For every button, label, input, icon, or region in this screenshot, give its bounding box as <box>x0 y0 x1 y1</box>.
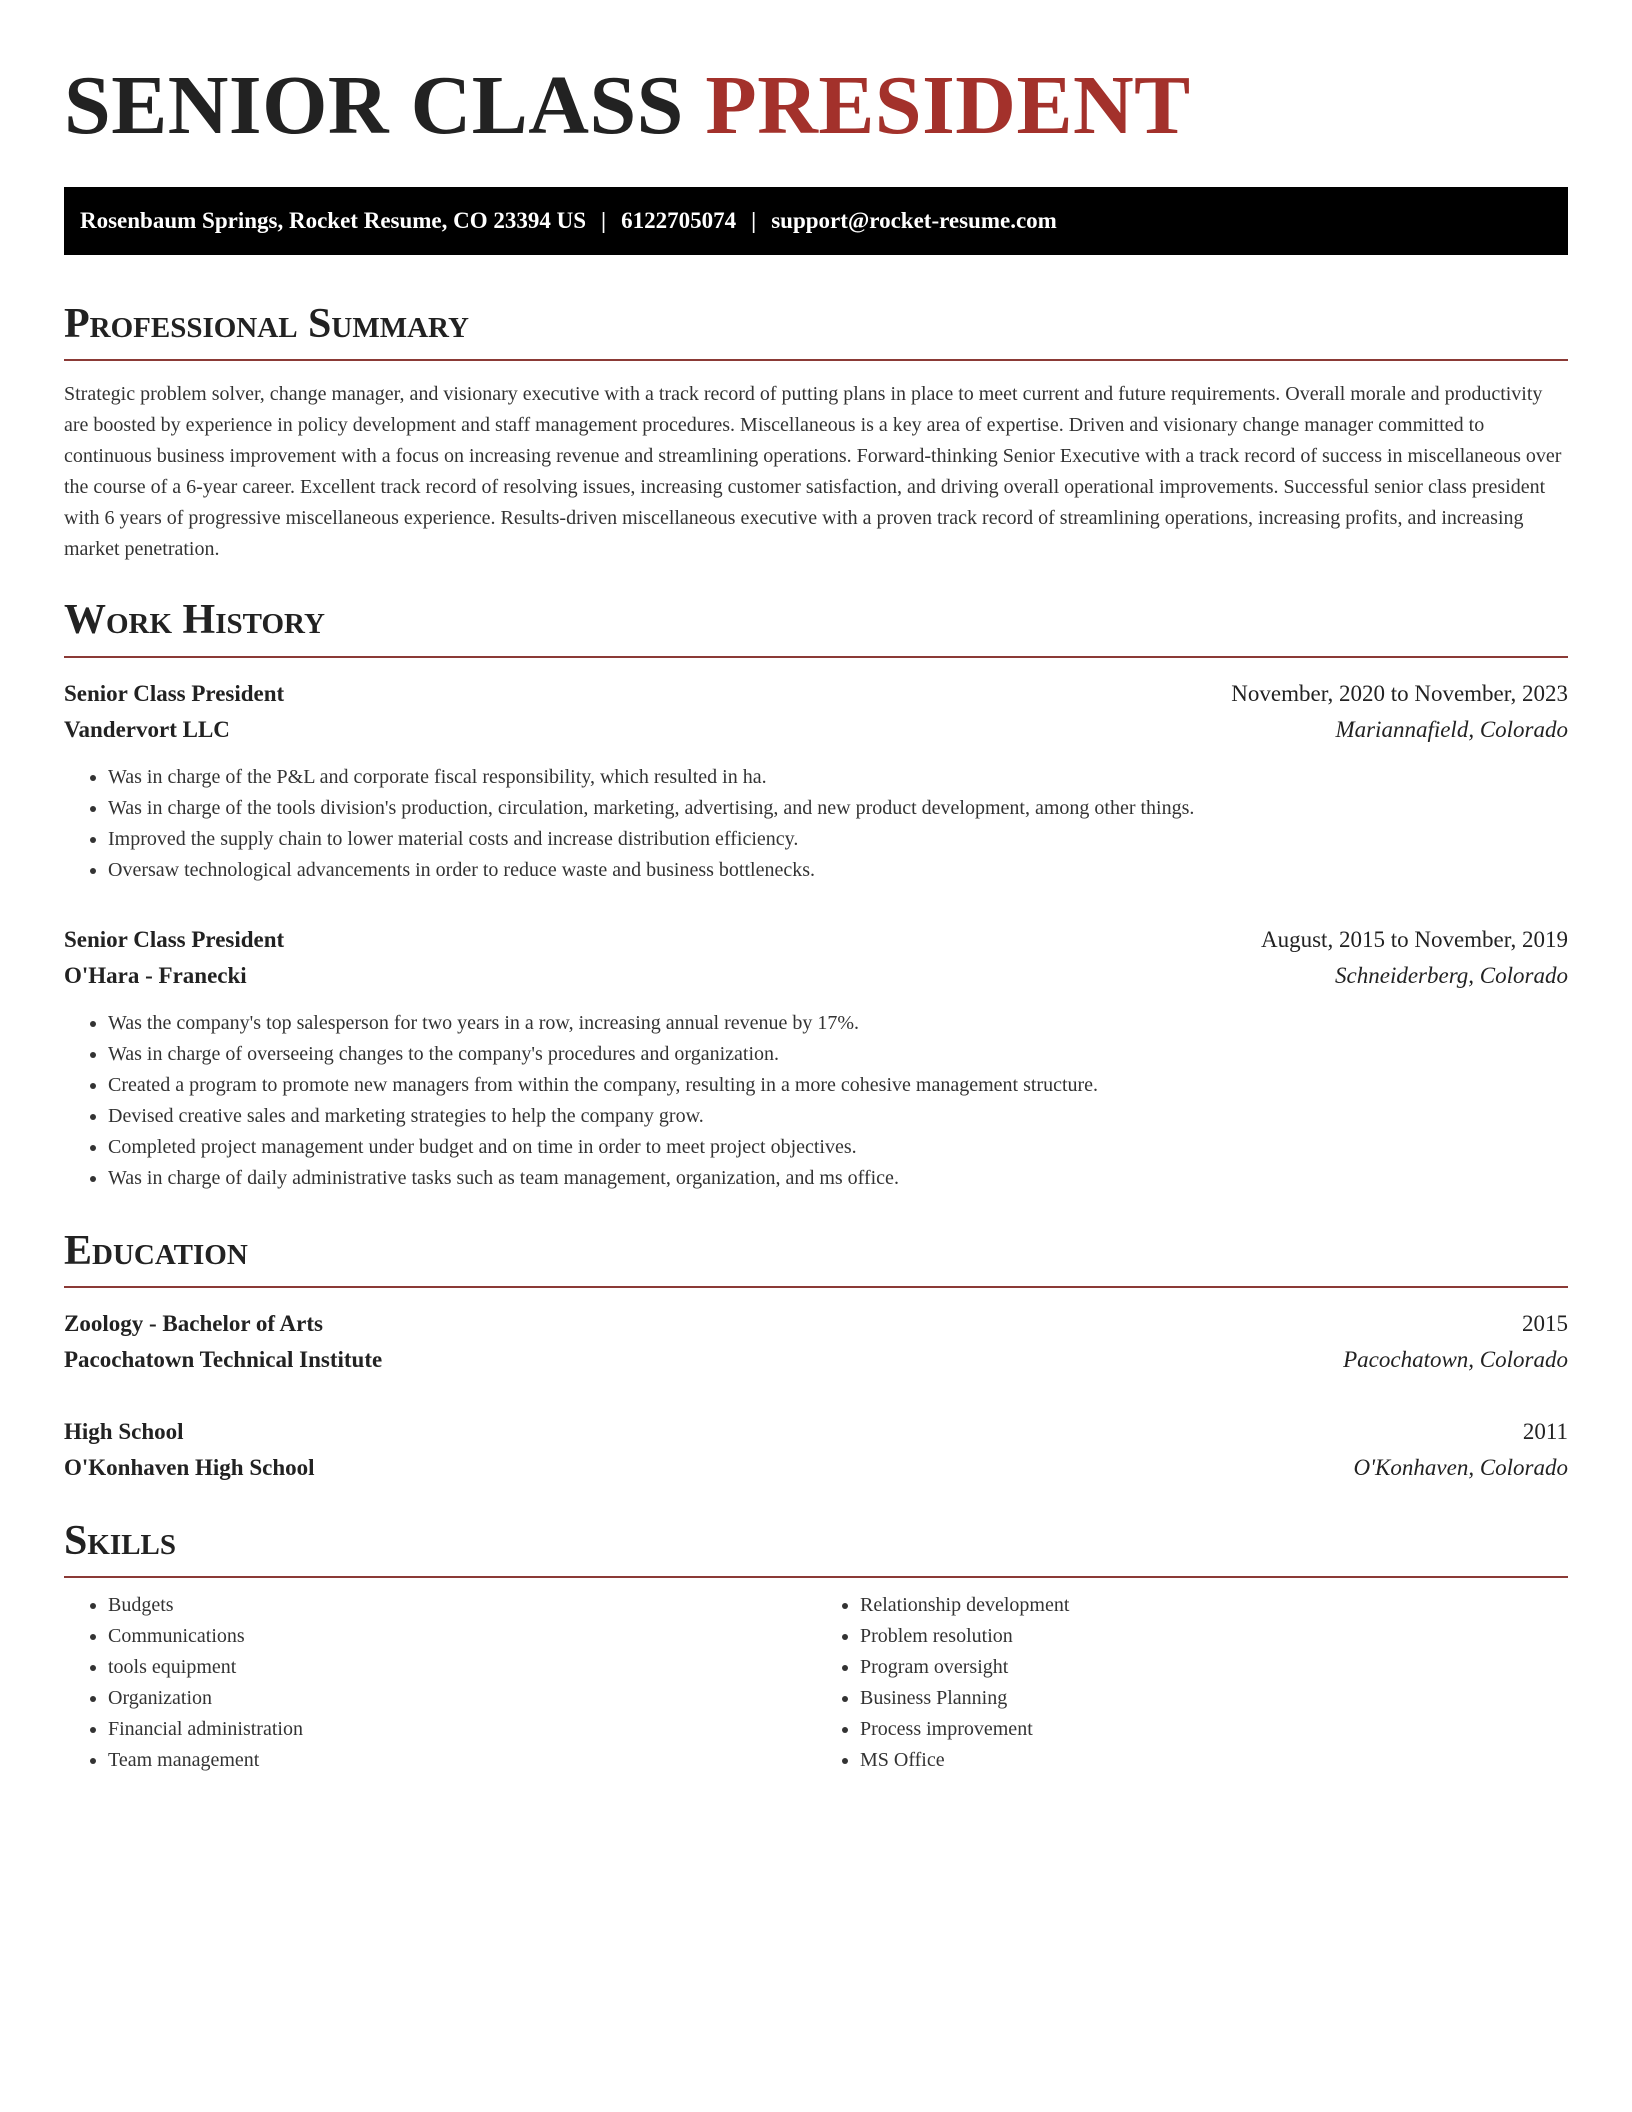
job-location: Mariannafield, Colorado <box>1335 716 1568 742</box>
section-heading-education: Education <box>64 1226 1568 1288</box>
skill-item: • Process improvement <box>860 1714 1568 1745</box>
section-heading-skills: Skills <box>64 1516 1568 1578</box>
contact-address: Rosenbaum Springs, Rocket Resume, CO 23394 US <box>80 207 587 233</box>
job-bullet: • Improved the supply chain to lower material costs and increase distribution efficiency. <box>108 824 1568 855</box>
skill-item: • Budgets <box>108 1590 816 1621</box>
summary-section <box>64 299 1568 565</box>
resume-title <box>64 0 1568 157</box>
job-bullets <box>64 1008 1568 1194</box>
contact-email: support@rocket-resume.com <box>771 207 1057 233</box>
job-title: Senior Class President <box>64 680 285 706</box>
education-degree: High School <box>64 1418 184 1444</box>
job-bullet: • Was in charge of overseeing changes to the company's procedures and organization. <box>108 1039 1568 1070</box>
section-heading-work-history: Work History <box>64 595 1568 657</box>
job-bullet: • Completed project management under budget and on time in order to meet project objectives. <box>108 1132 1568 1163</box>
education-school: O'Konhaven High School <box>64 1454 315 1480</box>
job-title: Senior Class President <box>64 926 285 952</box>
job-entry <box>64 676 1568 886</box>
skills-list-left <box>64 1590 816 1776</box>
skill-item: • tools equipment <box>108 1652 816 1683</box>
education-school: Pacochatown Technical Institute <box>64 1346 383 1372</box>
skills-section <box>64 1516 1568 1776</box>
job-entry <box>64 922 1568 1194</box>
job-bullets <box>64 762 1568 886</box>
summary-text: Strategic problem solver, change manager, and visionary executive with a track record of putting plans in place to meet current and future requirements. Overall morale and productivity are boosted by experience in policy development and staff management procedures. Miscellaneous is a key area of expertise. Driven and visionary change manager committed to continuous business improvement with a focus on increasing revenue and streamlining operations. Forward-thinking Senior Executive with a track record of success in miscellaneous over the course of a 6-year career. Excellent track record of resolving issues, increasing customer satisfaction, and driving overall operational improvements. Successful senior class president with 6 years of progressive miscellaneous experience. Results-driven miscellaneous executive with a proven track record of streamlining operations, increasing profits, and increasing market penetration. <box>64 383 1562 561</box>
job-bullet: • Created a program to promote new managers from within the company, resulting in a more cohesive management structure. <box>108 1070 1568 1101</box>
job-bullet: • Was in charge of the P&L and corporate fiscal responsibility, which resulted in ha. <box>108 762 1568 793</box>
skill-item: • Communications <box>108 1621 816 1652</box>
skill-item: • Organization <box>108 1683 816 1714</box>
job-bullet: • Was in charge of daily administrative tasks such as team management, organization, and ms office. <box>108 1163 1568 1194</box>
education-school-row <box>64 1450 1568 1486</box>
contact-separator: | <box>601 207 607 233</box>
job-bullet: • Was the company's top salesperson for two years in a row, increasing annual revenue by 17%. <box>108 1008 1568 1039</box>
job-company-row <box>64 958 1568 994</box>
education-year: 2015 <box>1522 1310 1568 1336</box>
education-entry <box>64 1306 1568 1378</box>
job-header-row <box>64 676 1568 712</box>
skills-list-right <box>816 1590 1568 1776</box>
title-main: SENIOR CLASS <box>64 59 706 152</box>
skill-item: • Program oversight <box>860 1652 1568 1683</box>
skill-item: • Team management <box>108 1745 816 1776</box>
job-company-row <box>64 712 1568 748</box>
education-degree: Zoology - Bachelor of Arts <box>64 1310 323 1336</box>
education-location: Pacochatown, Colorado <box>1343 1346 1568 1372</box>
job-location: Schneiderberg, Colorado <box>1335 962 1568 988</box>
skill-item: • Relationship development <box>860 1590 1568 1621</box>
job-company: O'Hara - Franecki <box>64 962 247 988</box>
job-dates: November, 2020 to November, 2023 <box>1231 680 1568 706</box>
job-bullet: • Was in charge of the tools division's production, circulation, marketing, advertising, and new product development, among other things. <box>108 793 1568 824</box>
skill-item: • Business Planning <box>860 1683 1568 1714</box>
education-school-row <box>64 1342 1568 1378</box>
education-location: O'Konhaven, Colorado <box>1353 1454 1568 1480</box>
skill-item: • MS Office <box>860 1745 1568 1776</box>
contact-bar <box>64 187 1568 255</box>
skills-grid <box>64 1590 1568 1776</box>
job-company: Vandervort LLC <box>64 716 230 742</box>
job-bullet: • Devised creative sales and marketing strategies to help the company grow. <box>108 1101 1568 1132</box>
title-accent: PRESIDENT <box>705 59 1191 152</box>
education-header-row <box>64 1414 1568 1450</box>
contact-separator: | <box>751 207 757 233</box>
skill-item: • Problem resolution <box>860 1621 1568 1652</box>
job-header-row <box>64 922 1568 958</box>
work-history-section <box>64 595 1568 1193</box>
education-entry <box>64 1414 1568 1486</box>
contact-phone: 6122705074 <box>621 207 737 233</box>
education-year: 2011 <box>1522 1418 1568 1444</box>
education-section <box>64 1226 1568 1486</box>
job-bullet: • Oversaw technological advancements in order to reduce waste and business bottlenecks. <box>108 855 1568 886</box>
section-heading-summary: Professional Summary <box>64 299 1568 361</box>
education-header-row <box>64 1306 1568 1342</box>
job-dates: August, 2015 to November, 2019 <box>1261 926 1568 952</box>
skill-item: • Financial administration <box>108 1714 816 1745</box>
